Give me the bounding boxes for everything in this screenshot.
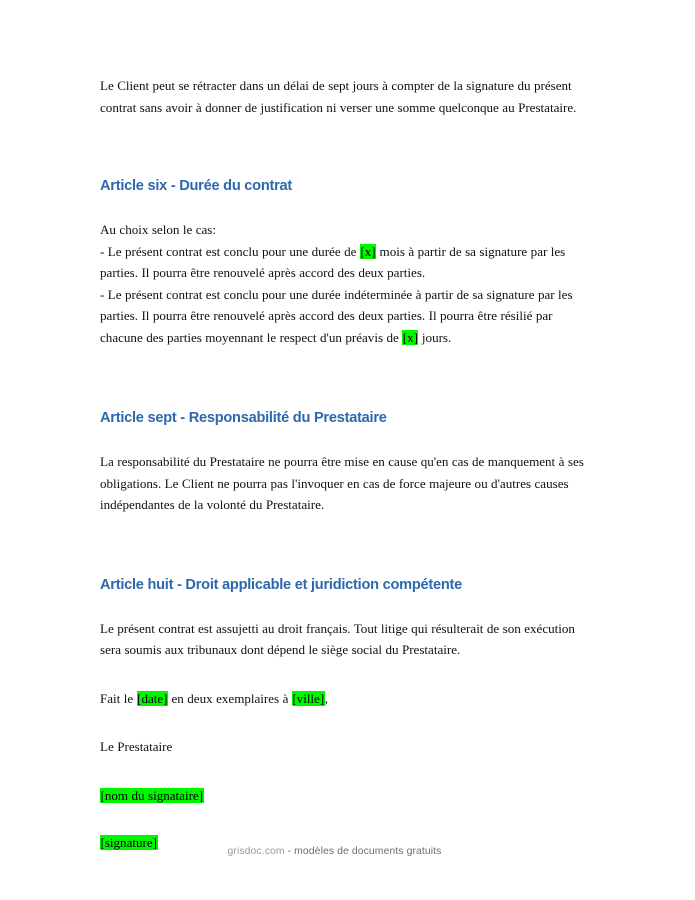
placeholder-preavis-jours[interactable]: [x] [402, 329, 418, 345]
spacer [100, 516, 597, 575]
option-two-text-before: - Le présent contrat est conclu pour une durée indéterminée à partir de sa signature par les parties. Il pourra être renouvelé après accord des deux parties. Il pourra être résilié par chacune des parties moyennant le respect d'un préavis de [100, 286, 573, 345]
spacer [100, 806, 597, 832]
option-two-text-after: jours. [418, 329, 452, 345]
page-footer [0, 845, 695, 859]
option-one-text-after: mois à partir de sa signature par les parties. Il pourra être renouvelé après accord des deux parties. [100, 243, 566, 280]
prestataire-role-label: Le Prestataire [100, 739, 173, 754]
footer-brand: grisdoc.com [227, 846, 285, 857]
fait-le-line [100, 688, 597, 710]
signataire-name-line [100, 785, 597, 807]
footer-tagline: - modèles de documents gratuits [284, 846, 442, 857]
spacer [100, 348, 597, 408]
intro-paragraph [100, 75, 597, 118]
heading-article-sept: Article sept - Responsabilité du Prestataire [100, 410, 387, 426]
spacer [100, 595, 597, 618]
spacer [100, 661, 597, 688]
intro-paragraph-line-2: contrat sans avoir à donner de justification ni verser une somme quelconque au Prestataire. [100, 99, 577, 115]
spacer [100, 118, 597, 176]
fait-le-suffix: , [324, 690, 328, 706]
spacer [100, 709, 597, 736]
heading-article-six: Article six - Durée du contrat [100, 178, 292, 194]
article-huit-body: Le présent contrat est assujetti au droit français. Tout litige qui résulterait de son exécution sera soumis aux tribunaux dont dépend le siège social du Prestataire. [100, 620, 575, 657]
article-six-intro [100, 219, 597, 241]
spacer [100, 428, 597, 451]
option-one-text-before: - Le présent contrat est conclu pour une durée de [100, 243, 360, 259]
placeholder-ville[interactable]: [ville] [292, 690, 325, 706]
heading-article-huit: Article huit - Droit applicable et juridiction compétente [100, 576, 462, 593]
article-six-option-one [100, 241, 597, 284]
article-six-intro-text: Au choix selon le cas: [100, 222, 216, 237]
spacer [100, 196, 597, 219]
placeholder-signature[interactable]: [signature] [100, 835, 157, 850]
intro-paragraph-line-1: Le Client peut se rétracter dans un délai de sept jours à compter de la signature du présent [100, 78, 572, 93]
fait-le-prefix: Fait le [100, 690, 137, 706]
fait-le-middle: en deux exemplaires à [168, 690, 292, 706]
document-content [100, 75, 597, 854]
article-six-option-two [100, 284, 597, 349]
placeholder-date[interactable]: [date] [137, 690, 168, 706]
article-sept-body: La responsabilité du Prestataire ne pourra être mise en cause qu'en cas de manquement à ses obligations. Le Client ne pourra pas l'invoquer en cas de force majeure ou d'autres causes indépendantes de la volonté du Prestataire. [100, 454, 584, 512]
placeholder-nom-signataire[interactable]: [nom du signataire] [100, 787, 204, 803]
placeholder-duree-mois[interactable]: [x] [360, 243, 376, 259]
spacer [100, 758, 597, 785]
